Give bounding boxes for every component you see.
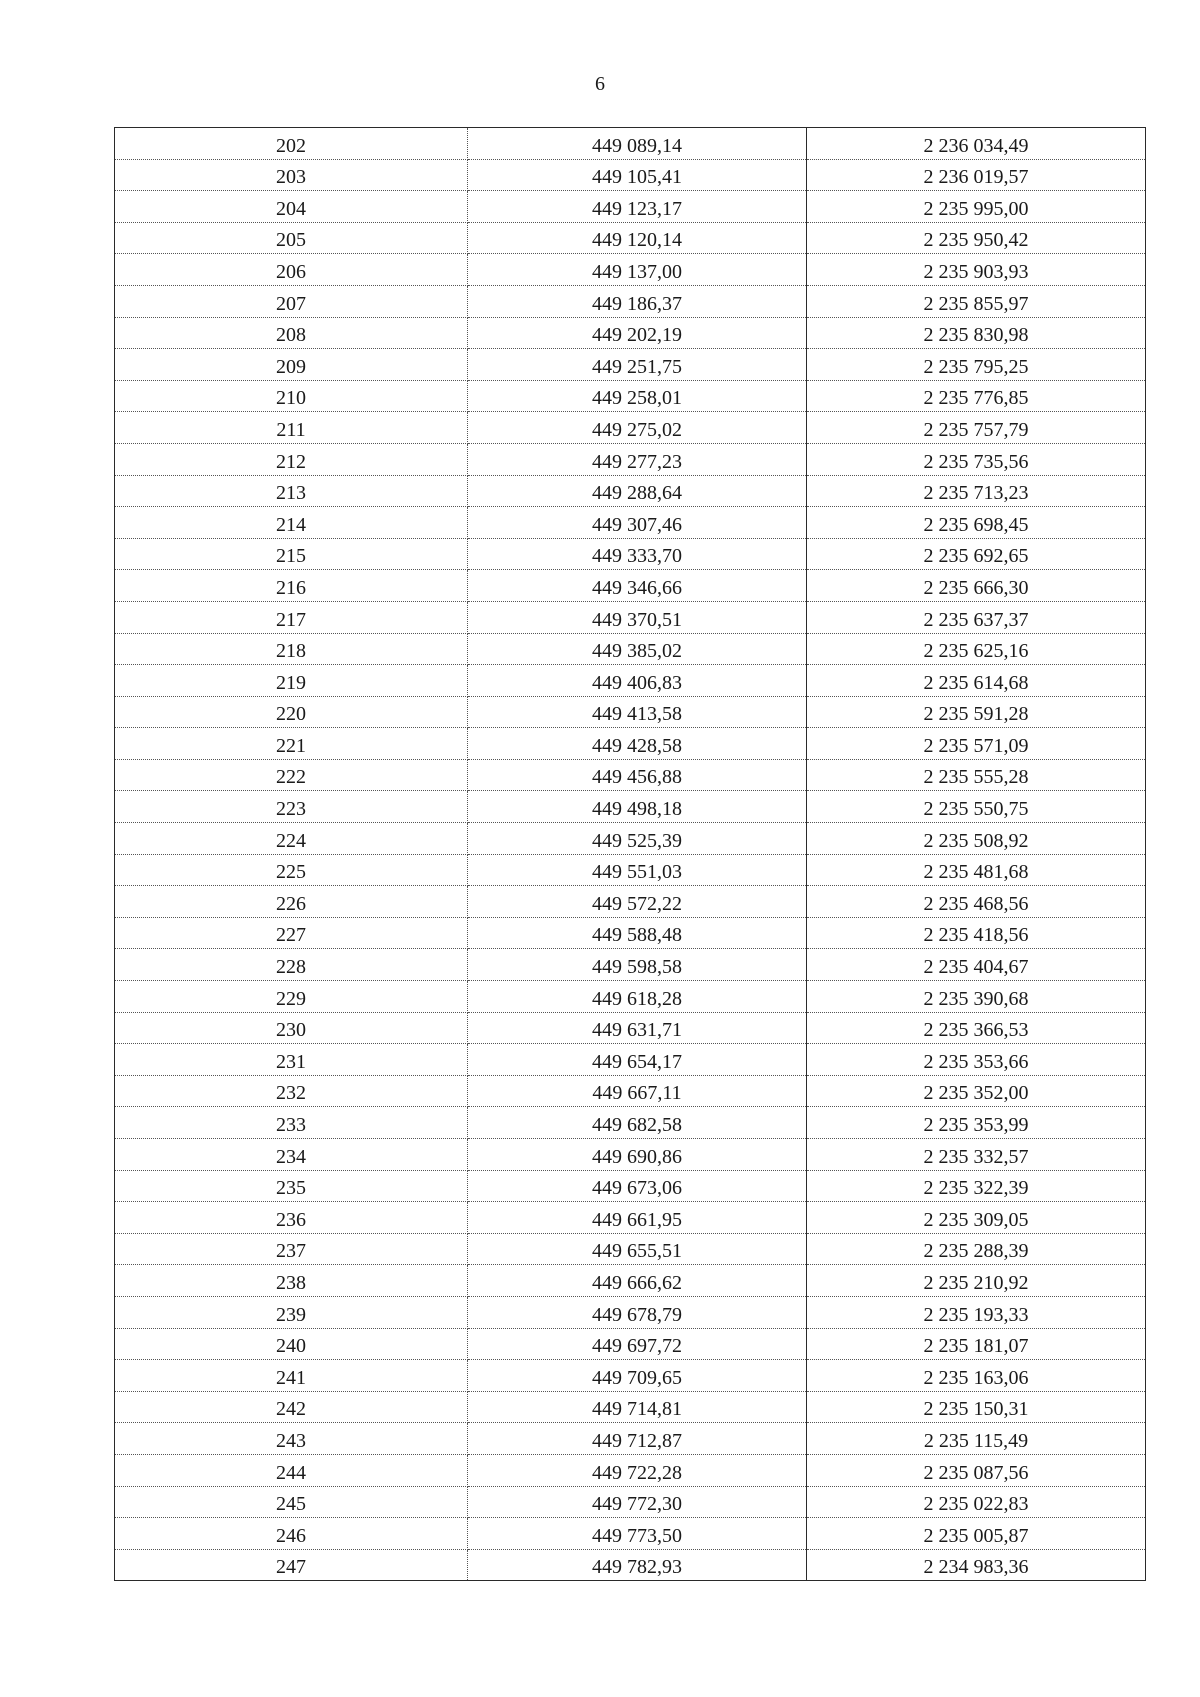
y-coordinate-cell: 2 235 637,37 bbox=[807, 601, 1146, 633]
table-row bbox=[115, 191, 1146, 223]
table-row bbox=[115, 949, 1146, 981]
y-coordinate-cell: 2 234 983,36 bbox=[807, 1549, 1146, 1581]
point-number-cell: 214 bbox=[115, 507, 468, 539]
y-coordinate-cell: 2 236 019,57 bbox=[807, 159, 1146, 191]
y-coordinate-cell: 2 235 181,07 bbox=[807, 1328, 1146, 1360]
table-row bbox=[115, 1486, 1146, 1518]
y-coordinate-cell: 2 235 571,09 bbox=[807, 728, 1146, 760]
y-coordinate-cell: 2 235 022,83 bbox=[807, 1486, 1146, 1518]
table-row bbox=[115, 981, 1146, 1013]
y-coordinate-cell: 2 235 353,66 bbox=[807, 1044, 1146, 1076]
x-coordinate-cell: 449 333,70 bbox=[468, 538, 807, 570]
point-number-cell: 219 bbox=[115, 665, 468, 697]
point-number-cell: 234 bbox=[115, 1139, 468, 1171]
y-coordinate-cell: 2 235 366,53 bbox=[807, 1012, 1146, 1044]
y-coordinate-cell: 2 235 757,79 bbox=[807, 412, 1146, 444]
point-number-cell: 212 bbox=[115, 443, 468, 475]
point-number-cell: 222 bbox=[115, 759, 468, 791]
y-coordinate-cell: 2 235 404,67 bbox=[807, 949, 1146, 981]
table-row bbox=[115, 1360, 1146, 1392]
point-number-cell: 216 bbox=[115, 570, 468, 602]
table-row bbox=[115, 507, 1146, 539]
y-coordinate-cell: 2 235 555,28 bbox=[807, 759, 1146, 791]
table-row bbox=[115, 1170, 1146, 1202]
y-coordinate-cell: 2 235 322,39 bbox=[807, 1170, 1146, 1202]
x-coordinate-cell: 449 588,48 bbox=[468, 917, 807, 949]
point-number-cell: 209 bbox=[115, 349, 468, 381]
point-number-cell: 213 bbox=[115, 475, 468, 507]
point-number-cell: 207 bbox=[115, 285, 468, 317]
y-coordinate-cell: 2 235 995,00 bbox=[807, 191, 1146, 223]
y-coordinate-cell: 2 235 591,28 bbox=[807, 696, 1146, 728]
point-number-cell: 210 bbox=[115, 380, 468, 412]
x-coordinate-cell: 449 709,65 bbox=[468, 1360, 807, 1392]
point-number-cell: 211 bbox=[115, 412, 468, 444]
x-coordinate-cell: 449 413,58 bbox=[468, 696, 807, 728]
point-number-cell: 241 bbox=[115, 1360, 468, 1392]
x-coordinate-cell: 449 722,28 bbox=[468, 1454, 807, 1486]
table-row bbox=[115, 475, 1146, 507]
x-coordinate-cell: 449 712,87 bbox=[468, 1423, 807, 1455]
x-coordinate-cell: 449 661,95 bbox=[468, 1202, 807, 1234]
x-coordinate-cell: 449 673,06 bbox=[468, 1170, 807, 1202]
point-number-cell: 238 bbox=[115, 1265, 468, 1297]
point-number-cell: 227 bbox=[115, 917, 468, 949]
table-row bbox=[115, 285, 1146, 317]
table-row bbox=[115, 1233, 1146, 1265]
point-number-cell: 203 bbox=[115, 159, 468, 191]
y-coordinate-cell: 2 235 115,49 bbox=[807, 1423, 1146, 1455]
y-coordinate-cell: 2 235 087,56 bbox=[807, 1454, 1146, 1486]
y-coordinate-cell: 2 235 418,56 bbox=[807, 917, 1146, 949]
table-row bbox=[115, 412, 1146, 444]
x-coordinate-cell: 449 137,00 bbox=[468, 254, 807, 286]
point-number-cell: 232 bbox=[115, 1075, 468, 1107]
x-coordinate-cell: 449 655,51 bbox=[468, 1233, 807, 1265]
y-coordinate-cell: 2 235 288,39 bbox=[807, 1233, 1146, 1265]
x-coordinate-cell: 449 667,11 bbox=[468, 1075, 807, 1107]
x-coordinate-cell: 449 385,02 bbox=[468, 633, 807, 665]
x-coordinate-cell: 449 202,19 bbox=[468, 317, 807, 349]
point-number-cell: 240 bbox=[115, 1328, 468, 1360]
table-row bbox=[115, 254, 1146, 286]
table-row bbox=[115, 380, 1146, 412]
x-coordinate-cell: 449 551,03 bbox=[468, 854, 807, 886]
y-coordinate-cell: 2 235 150,31 bbox=[807, 1391, 1146, 1423]
table-row bbox=[115, 917, 1146, 949]
y-coordinate-cell: 2 235 508,92 bbox=[807, 823, 1146, 855]
table-row bbox=[115, 570, 1146, 602]
table-row bbox=[115, 1107, 1146, 1139]
point-number-cell: 206 bbox=[115, 254, 468, 286]
table-row bbox=[115, 1549, 1146, 1581]
y-coordinate-cell: 2 235 005,87 bbox=[807, 1518, 1146, 1550]
table-row bbox=[115, 728, 1146, 760]
x-coordinate-cell: 449 618,28 bbox=[468, 981, 807, 1013]
point-number-cell: 236 bbox=[115, 1202, 468, 1234]
point-number-cell: 237 bbox=[115, 1233, 468, 1265]
table-row bbox=[115, 128, 1146, 160]
coordinates-table-body bbox=[115, 128, 1146, 1581]
table-row bbox=[115, 1391, 1146, 1423]
y-coordinate-cell: 2 235 776,85 bbox=[807, 380, 1146, 412]
point-number-cell: 230 bbox=[115, 1012, 468, 1044]
y-coordinate-cell: 2 235 855,97 bbox=[807, 285, 1146, 317]
y-coordinate-cell: 2 235 614,68 bbox=[807, 665, 1146, 697]
y-coordinate-cell: 2 235 735,56 bbox=[807, 443, 1146, 475]
point-number-cell: 221 bbox=[115, 728, 468, 760]
point-number-cell: 208 bbox=[115, 317, 468, 349]
x-coordinate-cell: 449 773,50 bbox=[468, 1518, 807, 1550]
table-row bbox=[115, 665, 1146, 697]
x-coordinate-cell: 449 123,17 bbox=[468, 191, 807, 223]
table-row bbox=[115, 1296, 1146, 1328]
x-coordinate-cell: 449 598,58 bbox=[468, 949, 807, 981]
point-number-cell: 244 bbox=[115, 1454, 468, 1486]
table-row bbox=[115, 759, 1146, 791]
x-coordinate-cell: 449 697,72 bbox=[468, 1328, 807, 1360]
x-coordinate-cell: 449 631,71 bbox=[468, 1012, 807, 1044]
y-coordinate-cell: 2 235 698,45 bbox=[807, 507, 1146, 539]
table-row bbox=[115, 1518, 1146, 1550]
x-coordinate-cell: 449 782,93 bbox=[468, 1549, 807, 1581]
point-number-cell: 228 bbox=[115, 949, 468, 981]
x-coordinate-cell: 449 275,02 bbox=[468, 412, 807, 444]
y-coordinate-cell: 2 235 713,23 bbox=[807, 475, 1146, 507]
x-coordinate-cell: 449 406,83 bbox=[468, 665, 807, 697]
point-number-cell: 217 bbox=[115, 601, 468, 633]
table-row bbox=[115, 1075, 1146, 1107]
y-coordinate-cell: 2 235 903,93 bbox=[807, 254, 1146, 286]
table-row bbox=[115, 1423, 1146, 1455]
y-coordinate-cell: 2 235 353,99 bbox=[807, 1107, 1146, 1139]
x-coordinate-cell: 449 714,81 bbox=[468, 1391, 807, 1423]
y-coordinate-cell: 2 236 034,49 bbox=[807, 128, 1146, 160]
coordinates-table bbox=[114, 127, 1146, 1581]
y-coordinate-cell: 2 235 625,16 bbox=[807, 633, 1146, 665]
y-coordinate-cell: 2 235 390,68 bbox=[807, 981, 1146, 1013]
page-number: 6 bbox=[595, 73, 605, 95]
table-row bbox=[115, 443, 1146, 475]
point-number-cell: 220 bbox=[115, 696, 468, 728]
point-number-cell: 243 bbox=[115, 1423, 468, 1455]
x-coordinate-cell: 449 288,64 bbox=[468, 475, 807, 507]
x-coordinate-cell: 449 456,88 bbox=[468, 759, 807, 791]
x-coordinate-cell: 449 251,75 bbox=[468, 349, 807, 381]
point-number-cell: 215 bbox=[115, 538, 468, 570]
x-coordinate-cell: 449 120,14 bbox=[468, 222, 807, 254]
point-number-cell: 205 bbox=[115, 222, 468, 254]
point-number-cell: 231 bbox=[115, 1044, 468, 1076]
x-coordinate-cell: 449 277,23 bbox=[468, 443, 807, 475]
point-number-cell: 229 bbox=[115, 981, 468, 1013]
x-coordinate-cell: 449 307,46 bbox=[468, 507, 807, 539]
x-coordinate-cell: 449 089,14 bbox=[468, 128, 807, 160]
y-coordinate-cell: 2 235 481,68 bbox=[807, 854, 1146, 886]
table-row bbox=[115, 349, 1146, 381]
table-row bbox=[115, 854, 1146, 886]
x-coordinate-cell: 449 666,62 bbox=[468, 1265, 807, 1297]
table-row bbox=[115, 1044, 1146, 1076]
y-coordinate-cell: 2 235 210,92 bbox=[807, 1265, 1146, 1297]
y-coordinate-cell: 2 235 692,65 bbox=[807, 538, 1146, 570]
x-coordinate-cell: 449 370,51 bbox=[468, 601, 807, 633]
y-coordinate-cell: 2 235 352,00 bbox=[807, 1075, 1146, 1107]
point-number-cell: 247 bbox=[115, 1549, 468, 1581]
x-coordinate-cell: 449 525,39 bbox=[468, 823, 807, 855]
point-number-cell: 223 bbox=[115, 791, 468, 823]
x-coordinate-cell: 449 346,66 bbox=[468, 570, 807, 602]
table-row bbox=[115, 791, 1146, 823]
y-coordinate-cell: 2 235 193,33 bbox=[807, 1296, 1146, 1328]
table-row bbox=[115, 159, 1146, 191]
point-number-cell: 235 bbox=[115, 1170, 468, 1202]
table-row bbox=[115, 538, 1146, 570]
x-coordinate-cell: 449 105,41 bbox=[468, 159, 807, 191]
y-coordinate-cell: 2 235 468,56 bbox=[807, 886, 1146, 918]
y-coordinate-cell: 2 235 795,25 bbox=[807, 349, 1146, 381]
table-row bbox=[115, 696, 1146, 728]
point-number-cell: 233 bbox=[115, 1107, 468, 1139]
x-coordinate-cell: 449 682,58 bbox=[468, 1107, 807, 1139]
point-number-cell: 242 bbox=[115, 1391, 468, 1423]
x-coordinate-cell: 449 772,30 bbox=[468, 1486, 807, 1518]
table-row bbox=[115, 222, 1146, 254]
y-coordinate-cell: 2 235 309,05 bbox=[807, 1202, 1146, 1234]
x-coordinate-cell: 449 258,01 bbox=[468, 380, 807, 412]
point-number-cell: 239 bbox=[115, 1296, 468, 1328]
y-coordinate-cell: 2 235 830,98 bbox=[807, 317, 1146, 349]
point-number-cell: 204 bbox=[115, 191, 468, 223]
x-coordinate-cell: 449 690,86 bbox=[468, 1139, 807, 1171]
x-coordinate-cell: 449 654,17 bbox=[468, 1044, 807, 1076]
table-row bbox=[115, 1328, 1146, 1360]
table-row bbox=[115, 633, 1146, 665]
table-row bbox=[115, 317, 1146, 349]
table-row bbox=[115, 1265, 1146, 1297]
point-number-cell: 202 bbox=[115, 128, 468, 160]
y-coordinate-cell: 2 235 950,42 bbox=[807, 222, 1146, 254]
x-coordinate-cell: 449 428,58 bbox=[468, 728, 807, 760]
table-row bbox=[115, 1454, 1146, 1486]
point-number-cell: 245 bbox=[115, 1486, 468, 1518]
y-coordinate-cell: 2 235 332,57 bbox=[807, 1139, 1146, 1171]
point-number-cell: 246 bbox=[115, 1518, 468, 1550]
x-coordinate-cell: 449 678,79 bbox=[468, 1296, 807, 1328]
x-coordinate-cell: 449 572,22 bbox=[468, 886, 807, 918]
point-number-cell: 226 bbox=[115, 886, 468, 918]
table-row bbox=[115, 1202, 1146, 1234]
table-row bbox=[115, 886, 1146, 918]
point-number-cell: 224 bbox=[115, 823, 468, 855]
y-coordinate-cell: 2 235 163,06 bbox=[807, 1360, 1146, 1392]
y-coordinate-cell: 2 235 666,30 bbox=[807, 570, 1146, 602]
y-coordinate-cell: 2 235 550,75 bbox=[807, 791, 1146, 823]
x-coordinate-cell: 449 186,37 bbox=[468, 285, 807, 317]
point-number-cell: 218 bbox=[115, 633, 468, 665]
table-row bbox=[115, 601, 1146, 633]
x-coordinate-cell: 449 498,18 bbox=[468, 791, 807, 823]
table-row bbox=[115, 1012, 1146, 1044]
table-row bbox=[115, 1139, 1146, 1171]
point-number-cell: 225 bbox=[115, 854, 468, 886]
table-row bbox=[115, 823, 1146, 855]
